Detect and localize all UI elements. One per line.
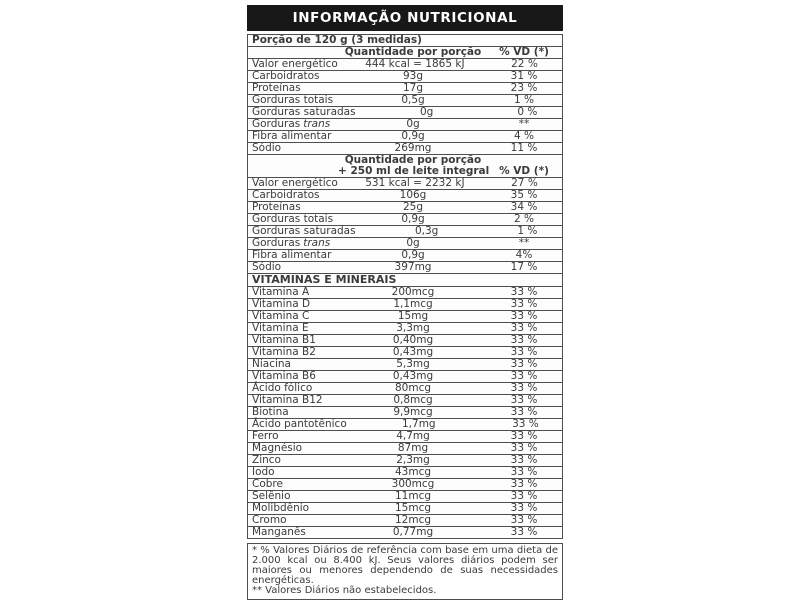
nutrient-qty: 3,3mg [396,322,430,334]
nutrient-name: Selênio [252,490,291,502]
table-row [248,502,562,514]
table-row [248,213,562,225]
nutrient-name: Ácido pantotênico [252,418,347,430]
nutrient-name: Vitamina A [252,286,310,298]
nutrient-name: Ferro [252,430,279,442]
table-row [248,442,562,454]
table-row [248,237,562,249]
nutrient-name [248,83,338,94]
block1-qty-header: Quantidade por porção [344,46,482,58]
nutrient-qty: 0,3g [414,225,439,237]
nutrient-qty: 1,7mg [402,418,436,430]
table-row [248,189,562,201]
nutrient-name [248,59,341,70]
nutrient-name-text: Gorduras totais [252,213,334,225]
nutrient-name [248,131,338,142]
nutrient-name: Vitamina E [252,322,309,334]
nutrient-name-text: Proteínas [252,201,301,213]
nutrient-vd: ** [518,118,530,130]
nutrient-vd: 33 % [510,526,538,538]
block2-qty-header-line1: Quantidade por porção [344,154,482,166]
nutrient-qty: 25g [402,201,424,213]
nutrient-name-text: Carboidratos [252,189,320,201]
nutrient-qty: 15mcg [394,502,432,514]
nutrient-name-text: Gorduras saturadas [252,106,356,118]
footnotes-box [247,543,563,600]
table-row [248,370,562,382]
table-row [248,346,562,358]
nutrient-qty: 0,43mg [392,370,434,382]
nutrient-qty: 0g [419,106,434,118]
table-row [248,201,562,213]
nutrient-vd: 31 % [510,70,538,82]
table-row [248,358,562,370]
nutrient-qty: 444 kcal = 1865 kJ [365,58,465,70]
nutrient-name [248,119,338,130]
nutrient-vd: 33 % [510,514,538,526]
nutrient-name: Vitamina C [252,310,310,322]
nutrient-vd: 34 % [510,201,538,213]
nutrient-name-text: Gorduras [252,237,301,249]
table-row [248,454,562,466]
nutrient-qty: 0,9g [401,249,425,261]
nutrient-name: Zinco [252,454,281,466]
table-row [248,490,562,502]
table-row [248,58,562,70]
portion-text: Porção de 120 g (3 medidas) [252,34,422,46]
table-row [248,526,562,538]
nutrient-qty: 9,9mcg [393,406,433,418]
nutrient-name: Vitamina B2 [252,346,316,358]
nutrient-vd: 0 % [517,106,538,118]
nutrient-name: Molibdênio [252,502,310,514]
nutrient-qty: 12mcg [394,514,432,526]
nutrient-name: Cromo [252,514,287,526]
nutrient-vd: 4 % [514,130,534,142]
table-row [248,478,562,490]
nutrient-name: Biotina [252,406,289,418]
nutrient-qty: 0,77mg [392,526,434,538]
nutrient-name: Vitamina B6 [252,370,316,382]
nutrient-name [248,190,338,201]
table-row [248,430,562,442]
nutrient-name: Vitamina D [252,298,311,310]
nutrient-vd: 33 % [510,502,538,514]
table-row [248,130,562,142]
nutrient-vd: 33 % [510,310,538,322]
nutrient-qty: 0,9g [401,130,425,142]
table-row [248,418,562,430]
nutrient-vd: 1 % [514,94,534,106]
nutrient-vd: 33 % [510,478,538,490]
nutrient-name-text: Gorduras [252,118,301,130]
table-row [248,394,562,406]
table-row [248,382,562,394]
block2-vd-header: % VD (*) [499,165,549,177]
nutrient-vd: 33 % [510,334,538,346]
table-row [248,286,562,298]
table-row [248,334,562,346]
nutrient-name [248,107,359,118]
table-row [248,142,562,154]
nutrient-vd: 2 % [514,213,534,225]
nutrient-qty: 269mg [394,142,432,154]
nutrient-name: Iodo [252,466,275,478]
table-row [248,70,562,82]
nutrient-qty: 11mcg [394,490,432,502]
nutrient-vd: 17 % [510,261,538,273]
vitamins-rows [248,286,562,538]
footnote-daily-values: * % Valores Diários de referência com base em uma dieta de 2.000 kcal ou 8.400 kJ. Seus valores diários podem ser maiores ou menores dependendo de suas necessidades energéticas. [252,545,558,586]
nutrient-vd: 33 % [510,454,538,466]
block1-vd-header: % VD (*) [499,46,549,58]
table-row [248,249,562,261]
block1-rows [248,58,562,154]
table-row [248,310,562,322]
nutrient-qty: 5,3mg [396,358,430,370]
table-row [248,82,562,94]
table-row [248,466,562,478]
nutrient-name-text: Sódio [252,261,282,273]
block1-header-row [248,46,562,58]
nutrient-name-italic: trans [303,118,331,130]
table-row [248,514,562,526]
nutrient-name-text: Valor energético [252,177,338,189]
nutrient-name [248,178,341,189]
nutrient-vd: 35 % [510,189,538,201]
nutrient-vd: 33 % [510,286,538,298]
nutrient-vd: 33 % [510,382,538,394]
nutrient-name [248,238,338,249]
table-row [248,106,562,118]
portion-row [248,35,562,46]
nutrient-qty: 531 kcal = 2232 kJ [365,177,465,189]
nutrient-vd: 4% [515,249,533,261]
nutrient-vd: 11 % [510,142,538,154]
block2-qty-header [338,155,488,177]
vitamins-section-header-row [248,273,562,286]
nutrient-vd: 33 % [510,394,538,406]
nutrient-vd: 33 % [512,418,539,430]
block2-header-row [248,154,562,177]
nutrient-name: Niacina [252,358,291,370]
nutrition-label [247,5,563,600]
nutrient-qty: 2,3mg [396,454,430,466]
nutrient-qty: 106g [399,189,427,201]
table-row [248,406,562,418]
nutrient-name [248,95,338,106]
nutrient-name: Manganês [252,526,306,538]
table-row [248,177,562,189]
nutrient-vd: 1 % [517,225,538,237]
nutrient-name [248,250,338,261]
nutrient-qty: 0g [406,237,420,249]
nutrient-name [248,226,359,237]
nutrient-qty: 200mcg [391,286,435,298]
nutrient-qty: 15mg [397,310,429,322]
nutrient-name [248,71,338,82]
nutrient-name: Magnésio [252,442,303,454]
block2-rows [248,177,562,273]
nutrient-name-text: Sódio [252,142,282,154]
nutrient-name-text: Gorduras saturadas [252,225,356,237]
nutrition-table [247,34,563,539]
nutrient-name-text: Carboidratos [252,70,320,82]
nutrient-qty: 0,5g [401,94,425,106]
nutrient-name [248,262,338,273]
nutrient-qty: 4,7mg [396,430,430,442]
nutrient-vd: 27 % [511,177,538,189]
label-title: INFORMAÇÃO NUTRICIONAL [247,5,563,31]
nutrient-vd: ** [518,237,530,249]
nutrient-qty: 87mg [397,442,429,454]
table-row [248,322,562,334]
nutrient-qty: 1,1mcg [393,298,433,310]
nutrient-qty: 0,40mg [392,334,434,346]
nutrient-name-text: Valor energético [252,58,338,70]
nutrient-name [248,143,338,154]
footnote-not-established: ** Valores Diários não estabelecidos. [252,585,437,596]
nutrient-vd: 33 % [510,430,538,442]
nutrient-qty: 17g [402,82,424,94]
nutrient-qty: 300mcg [391,478,435,490]
nutrient-vd: 33 % [510,406,538,418]
nutrient-qty: 93g [402,70,424,82]
nutrient-vd: 33 % [510,358,538,370]
nutrient-qty: 80mcg [394,382,432,394]
nutrient-name-text: Gorduras totais [252,94,334,106]
nutrient-name: Cobre [252,478,283,490]
nutrient-vd: 33 % [510,466,538,478]
table-row [248,298,562,310]
vitamins-section-title: VITAMINAS E MINERAIS [252,273,397,286]
nutrient-name-text: Proteínas [252,82,301,94]
nutrient-name: Ácido fólico [252,382,313,394]
nutrient-name [248,214,338,225]
nutrient-name-italic: trans [303,237,331,249]
nutrient-vd: 33 % [510,490,538,502]
nutrient-vd: 33 % [510,322,538,334]
nutrient-qty: 0,43mg [392,346,434,358]
nutrient-name-text: Fibra alimentar [252,249,332,261]
nutrient-vd: 33 % [510,442,538,454]
nutrient-qty: 0,9g [401,213,425,225]
nutrient-name-text: Fibra alimentar [252,130,332,142]
nutrient-name: Vitamina B1 [252,334,316,346]
block2-qty-header-line2: + 250 ml de leite integral [338,165,490,177]
nutrient-vd: 22 % [511,58,538,70]
table-row [248,261,562,273]
nutrient-qty: 397mg [394,261,432,273]
table-row [248,118,562,130]
nutrient-name: Vitamina B12 [252,394,323,406]
nutrient-qty: 0g [406,118,420,130]
nutrient-vd: 23 % [510,82,538,94]
nutrient-name [248,202,338,213]
nutrient-vd: 33 % [510,346,538,358]
table-row [248,94,562,106]
nutrient-vd: 33 % [510,298,538,310]
nutrient-vd: 33 % [510,370,538,382]
nutrient-qty: 0,8mcg [393,394,433,406]
table-row [248,225,562,237]
nutrient-qty: 43mcg [394,466,432,478]
